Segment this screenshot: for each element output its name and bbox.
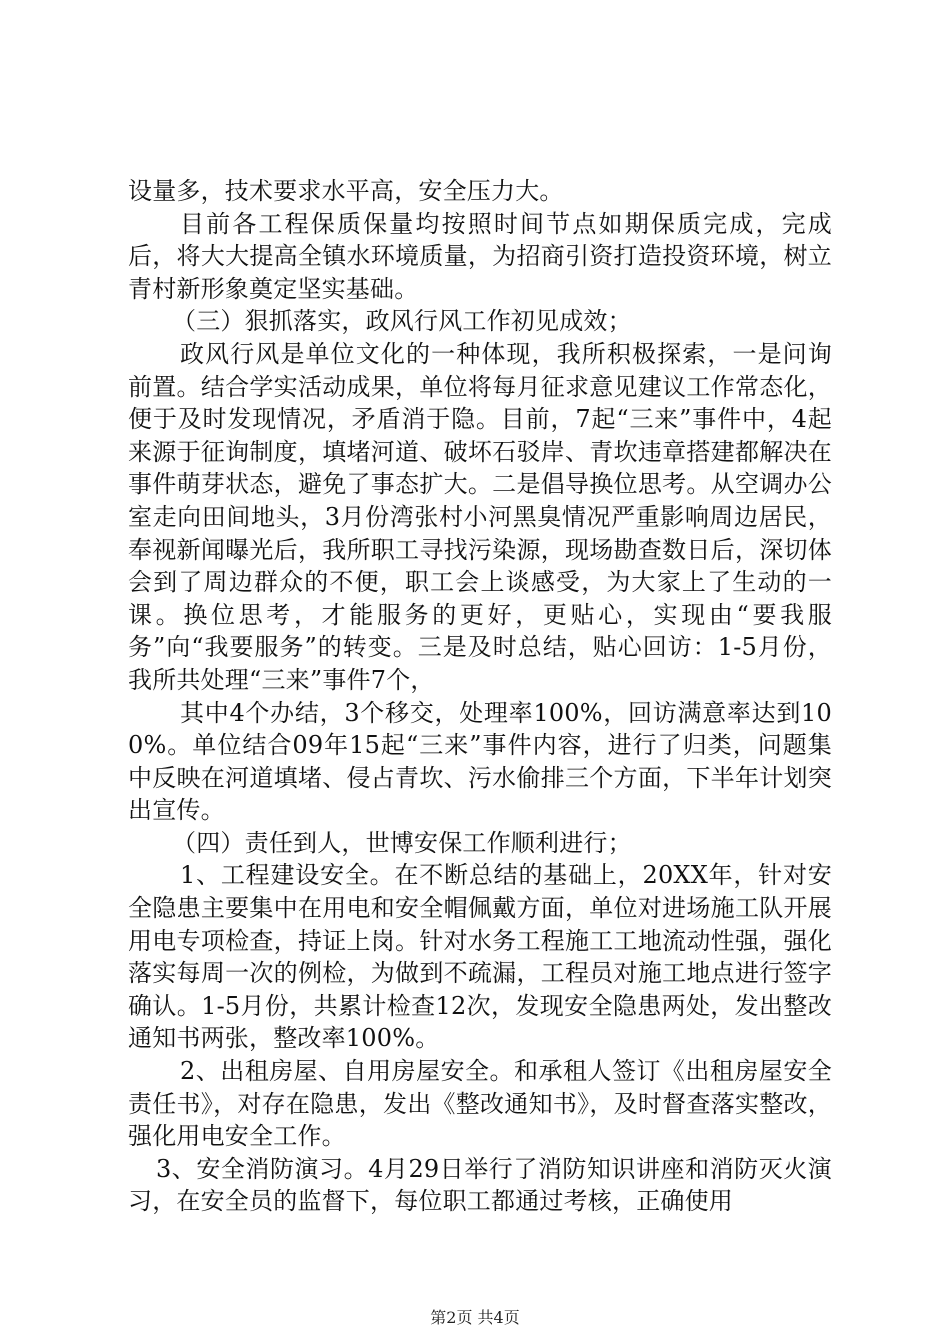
paragraph-project-results: 目前各工程保质保量均按照时间节点如期保质完成，完成后，将大大提高全镇水环境质量，为招商引资打造投资环境，树立青村新形象奠定坚实基础。	[128, 209, 832, 303]
paragraph-style-work: 政风行风是单位文化的一种体现，我所积极探索，一是问询前置。结合学实活动成果，单位将每月征求意见建议工作常态化，便于及时发现情况，矛盾消于隐。目前，7起“三来”事件中，4起来源于征询制度，填堵河道、破坏石驳岸、青坎违章搭建都解决在事件萌芽状态，避免了事态扩大。二是倡导换位思考。从空调办公室走向田间地头，3月份湾张村小河黑臭情况严重影响周边居民，奉视新闻曝光后，我所职工寻找污染源，现场勘查数日后，深切体会到了周边群众的不便，职工会上谈感受，为大家上了生动的一课。换位思考，才能服务的更好，更贴心，实现由“要我服务”向“我要服务”的转变。三是及时总结，贴心回访：1-5月份，我所共处理“三来”事件7个，	[128, 339, 832, 694]
paragraph-continuation: 设量多，技术要求水平高，安全压力大。	[128, 177, 564, 205]
paragraph-construction-safety: 1、工程建设安全。在不断总结的基础上，20XX年，针对安全隐患主要集中在用电和安全帽佩戴方面，单位对进场施工队开展用电专项检查，持证上岗。针对水务工程施工工地流动性强，强化落实每周一次的例检，为做到不疏漏，工程员对施工地点进行签字确认。1-5月份，共累计检查12次，发现安全隐患两处，发出整改通知书两张，整改率100%。	[128, 861, 832, 1053]
paragraph-housing-safety: 2、出租房屋、自用房屋安全。和承租人签订《出租房屋安全责任书》，对存在隐患，发出《整改通知书》，及时督查落实整改，强化用电安全工作。	[128, 1057, 832, 1151]
document-body	[128, 175, 832, 1218]
paragraph-handling-rate: 其中4个办结，3个移交，处理率100%，回访满意率达到100%。单位结合09年15起“三来”事件内容，进行了归类，问题集中反映在河道填堵、侵占青坎、污水偷排三个方面，下半年计划突出宣传。	[128, 698, 832, 825]
paragraph-fire-drill: 3、安全消防演习。4月29日举行了消防知识讲座和消防灭火演习，在安全员的监督下，每位职工都通过考核，正确使用	[128, 1154, 832, 1216]
page-number-footer: 第2页 共4页	[430, 1308, 520, 1327]
section-heading-3: （三）狠抓落实，政风行风工作初见成效；	[172, 307, 632, 336]
section-heading-4: （四）责任到人，世博安保工作顺利进行；	[172, 828, 632, 857]
